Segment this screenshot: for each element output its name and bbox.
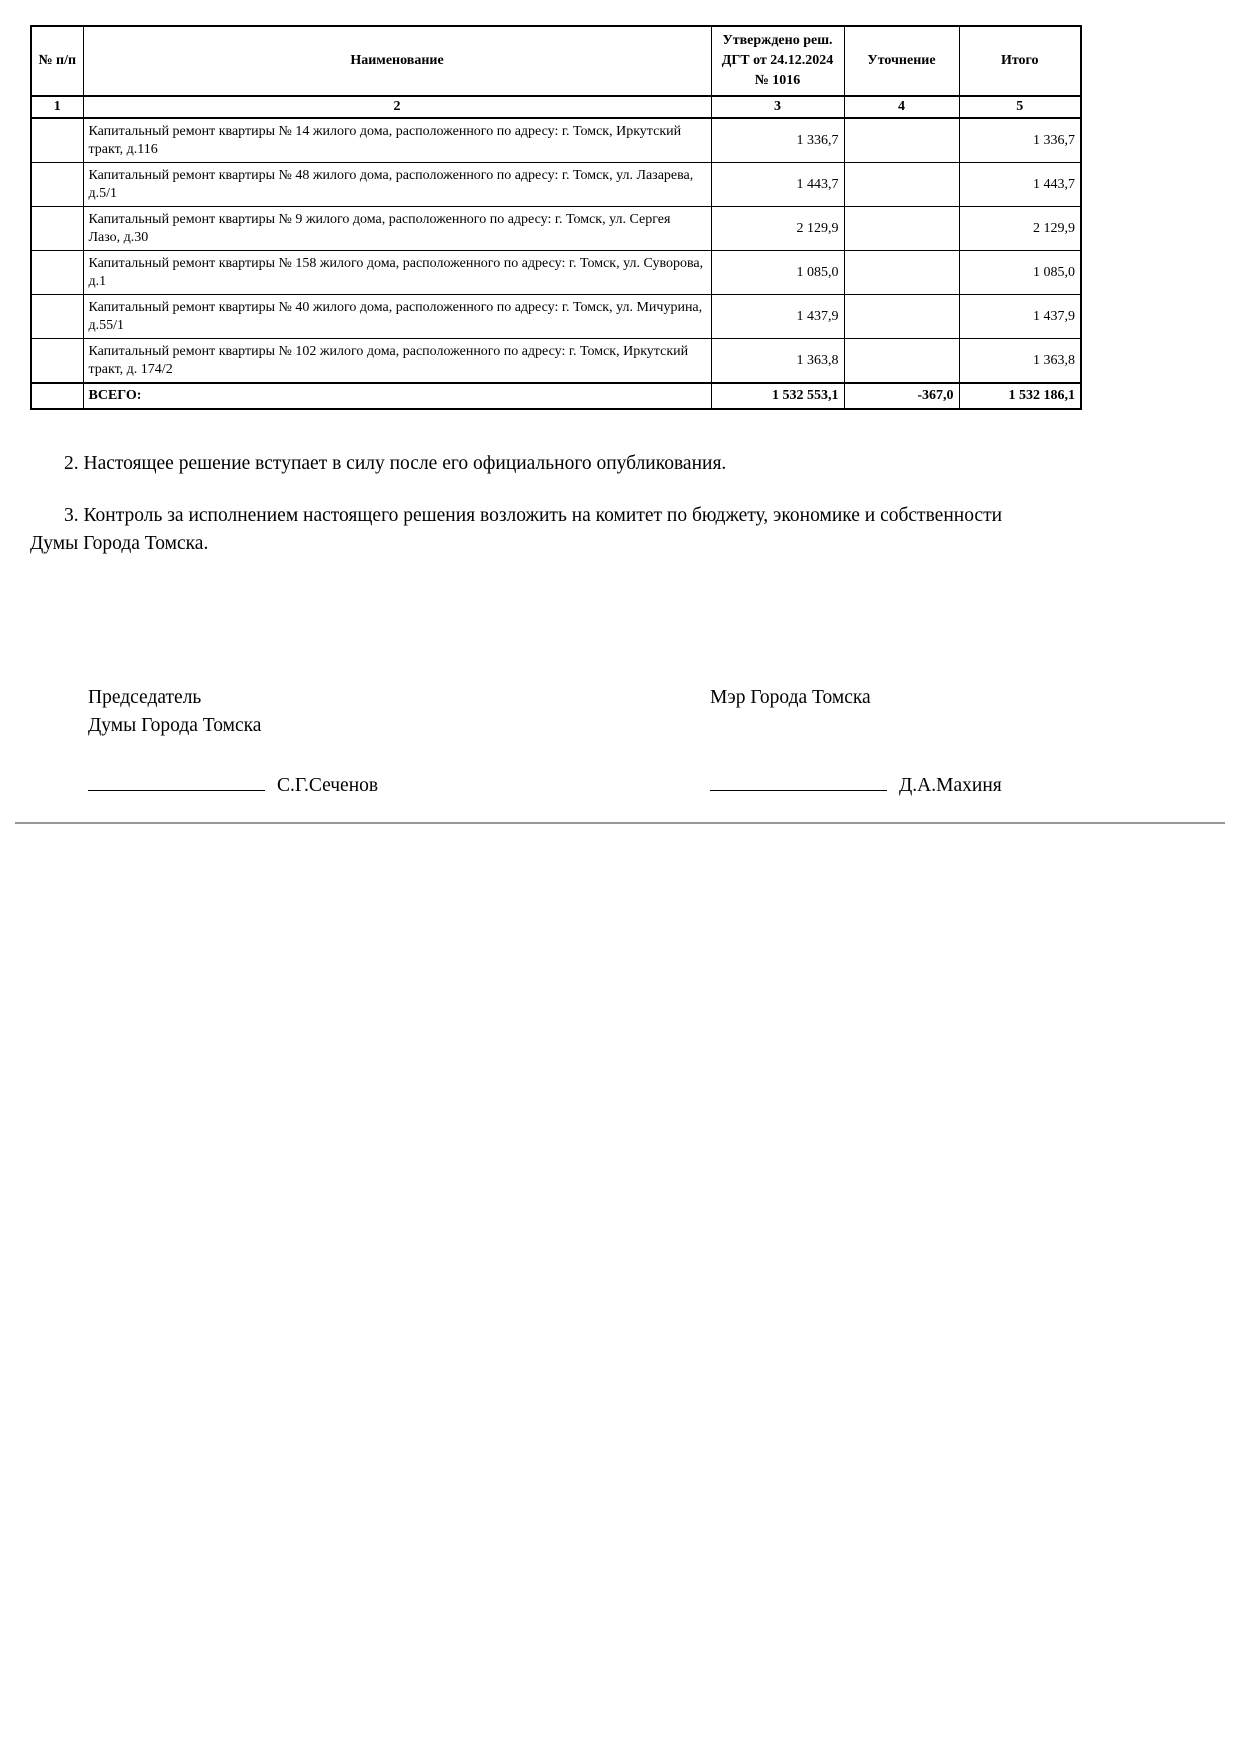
cell-approved: 2 129,9 bbox=[711, 207, 844, 251]
cell-name: Капитальный ремонт квартиры № 9 жилого дома, расположенного по адресу: г. Томск, ул. Сергея Лазо, д.30 bbox=[83, 207, 711, 251]
cell-adjustment bbox=[844, 339, 959, 384]
cell-total: 1 336,7 bbox=[959, 118, 1081, 163]
header-total: Итого bbox=[959, 26, 1081, 96]
colnum-4: 4 bbox=[844, 96, 959, 118]
cell-num bbox=[31, 207, 83, 251]
table-header-row bbox=[31, 26, 1081, 96]
totals-total: 1 532 186,1 bbox=[959, 383, 1081, 409]
chairman-title-line2: Думы Города Томска bbox=[88, 715, 262, 736]
cell-name: Капитальный ремонт квартиры № 14 жилого дома, расположенного по адресу: г. Томск, Иркутский тракт, д.116 bbox=[83, 118, 711, 163]
cell-adjustment bbox=[844, 163, 959, 207]
table-totals-row bbox=[31, 383, 1081, 409]
cell-num bbox=[31, 383, 83, 409]
chairman-name: С.Г.Сеченов bbox=[277, 775, 379, 796]
colnum-5: 5 bbox=[959, 96, 1081, 118]
cell-adjustment bbox=[844, 207, 959, 251]
signature-names-row bbox=[30, 770, 1210, 800]
table-row bbox=[31, 251, 1081, 295]
cell-approved: 1 443,7 bbox=[711, 163, 844, 207]
column-number-row bbox=[31, 96, 1081, 118]
cell-num bbox=[31, 163, 83, 207]
cell-approved: 1 437,9 bbox=[711, 295, 844, 339]
paragraph-3: 3. Контроль за исполнением настоящего решения возложить на комитет по бюджету, экономике и собственности Думы Города Томска. bbox=[30, 505, 1003, 554]
totals-label: ВСЕГО: bbox=[83, 383, 711, 409]
colnum-3: 3 bbox=[711, 96, 844, 118]
cell-approved: 1 363,8 bbox=[711, 339, 844, 384]
signature-line-left bbox=[88, 770, 265, 791]
chairman-signature bbox=[88, 770, 710, 800]
cell-adjustment bbox=[844, 118, 959, 163]
cell-adjustment bbox=[844, 251, 959, 295]
cell-num bbox=[31, 339, 83, 384]
cell-name: Капитальный ремонт квартиры № 40 жилого дома, расположенного по адресу: г. Томск, ул. Мичурина, д.55/1 bbox=[83, 295, 711, 339]
document-page bbox=[0, 0, 1240, 800]
chairman-title-line1: Председатель bbox=[88, 687, 202, 708]
header-adjustment: Уточнение bbox=[844, 26, 959, 96]
cell-total: 1 437,9 bbox=[959, 295, 1081, 339]
cell-approved: 1 085,0 bbox=[711, 251, 844, 295]
table-row bbox=[31, 339, 1081, 384]
cell-adjustment bbox=[844, 295, 959, 339]
table-row bbox=[31, 295, 1081, 339]
mayor-title: Мэр Города Томска bbox=[710, 687, 871, 708]
colnum-1: 1 bbox=[31, 96, 83, 118]
cell-name: Капитальный ремонт квартиры № 102 жилого дома, расположенного по адресу: г. Томск, Иркутский тракт, д. 174/2 bbox=[83, 339, 711, 384]
cell-approved: 1 336,7 bbox=[711, 118, 844, 163]
budget-table bbox=[30, 25, 1082, 410]
cell-name: Капитальный ремонт квартиры № 48 жилого дома, расположенного по адресу: г. Томск, ул. Лазарева, д.5/1 bbox=[83, 163, 711, 207]
mayor-name: Д.А.Махиня bbox=[899, 775, 1002, 796]
header-num: № п/п bbox=[31, 26, 83, 96]
cell-total: 1 085,0 bbox=[959, 251, 1081, 295]
cell-num bbox=[31, 118, 83, 163]
cell-total: 2 129,9 bbox=[959, 207, 1081, 251]
paragraph-2: 2. Настоящее решение вступает в силу после его официального опубликования. bbox=[64, 453, 727, 474]
totals-adjustment: -367,0 bbox=[844, 383, 959, 409]
cell-num bbox=[31, 251, 83, 295]
cell-num bbox=[31, 295, 83, 339]
totals-approved: 1 532 553,1 bbox=[711, 383, 844, 409]
table-row bbox=[31, 207, 1081, 251]
cell-total: 1 443,7 bbox=[959, 163, 1081, 207]
cell-total: 1 363,8 bbox=[959, 339, 1081, 384]
cell-name: Капитальный ремонт квартиры № 158 жилого дома, расположенного по адресу: г. Томск, ул. Суворова, д.1 bbox=[83, 251, 711, 295]
mayor-signature bbox=[710, 770, 1002, 800]
table-row bbox=[31, 163, 1081, 207]
colnum-2: 2 bbox=[83, 96, 711, 118]
chairman-title bbox=[88, 684, 710, 740]
header-approved: Утверждено реш. ДГТ от 24.12.2024 № 1016 bbox=[711, 26, 844, 96]
signature-titles-row bbox=[30, 684, 1210, 740]
signature-line-right bbox=[710, 770, 887, 791]
table-row bbox=[31, 118, 1081, 163]
header-name: Наименование bbox=[83, 26, 711, 96]
page-divider bbox=[15, 822, 1225, 824]
